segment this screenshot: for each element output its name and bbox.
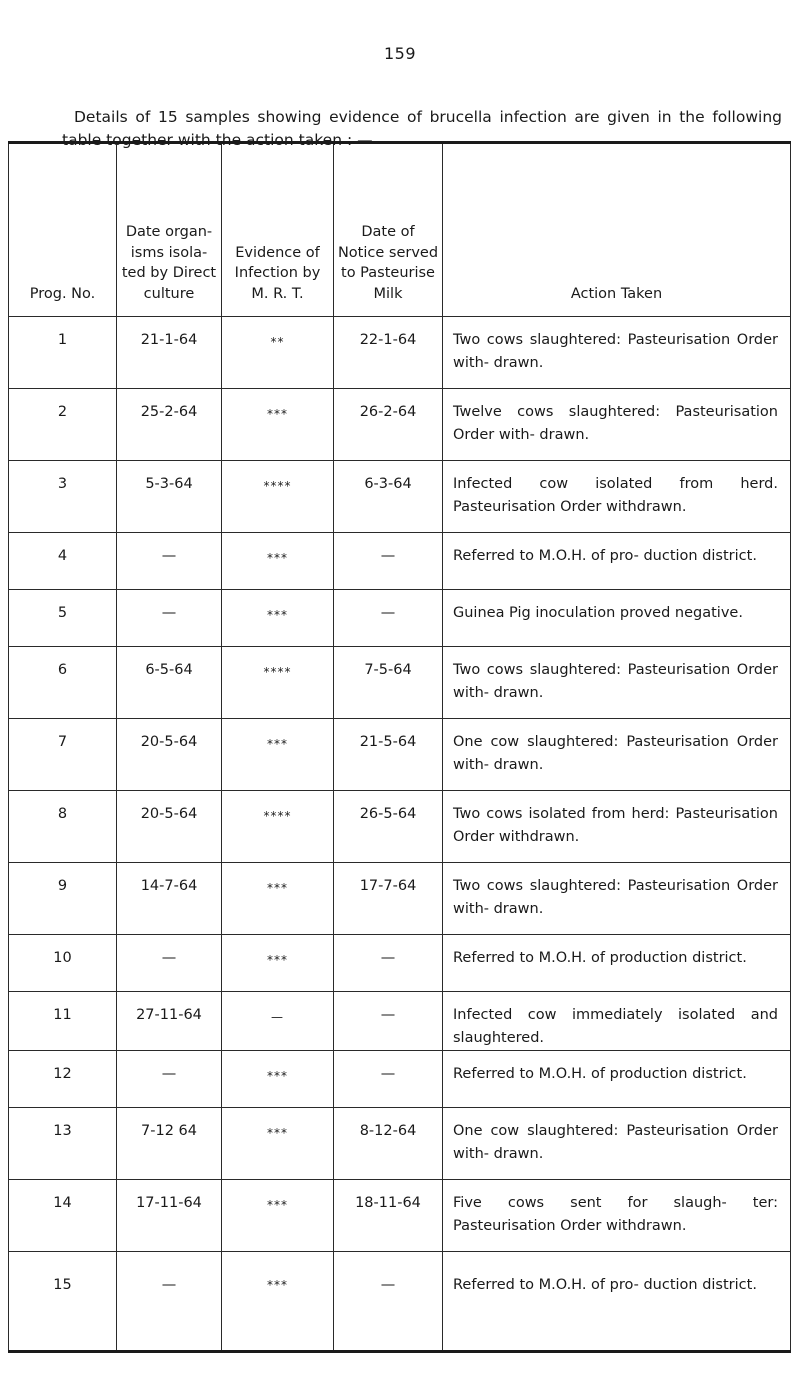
table-row [9,791,791,863]
table-row [9,461,791,533]
cell-date: — [117,1252,222,1352]
cell-action: Two cows slaughtered: Pasteurisation Order with- drawn. [443,863,791,935]
cell-date: 21-1-64 [117,317,222,389]
cell-action: Guinea Pig inoculation proved negative. [443,590,791,647]
table-row [9,1180,791,1252]
cell-prog: 12 [9,1051,117,1108]
cell-action: Two cows slaughtered: Pasteurisation Order with- drawn. [443,647,791,719]
cell-prog: 6 [9,647,117,719]
cell-evidence: *** [222,935,334,992]
cell-evidence: *** [222,863,334,935]
cell-evidence: *** [222,533,334,590]
cell-evidence: *** [222,1108,334,1180]
cell-prog: 2 [9,389,117,461]
table-header-row [9,143,791,317]
cell-date: 27-11-64 [117,992,222,1051]
cell-date: 7-12 64 [117,1108,222,1180]
cell-prog: 4 [9,533,117,590]
cell-evidence: ** [222,317,334,389]
header-notice-date: Date of Notice served to Pasteurise Milk [334,143,443,317]
cell-prog: 7 [9,719,117,791]
cell-notice: 8-12-64 [334,1108,443,1180]
cell-action: Referred to M.O.H. of pro- duction district. [443,1252,791,1352]
cell-action: One cow slaughtered: Pasteurisation Order with- drawn. [443,719,791,791]
cell-notice: 18-11-64 [334,1180,443,1252]
cell-notice: 6-3-64 [334,461,443,533]
cell-notice: — [334,1051,443,1108]
cell-action: Five cows sent for slaugh- ter: Pasteurisation Order withdrawn. [443,1180,791,1252]
cell-action: Referred to M.O.H. of pro- duction district. [443,533,791,590]
cell-prog: 8 [9,791,117,863]
cell-prog: 5 [9,590,117,647]
cell-date: 14-7-64 [117,863,222,935]
cell-date: 5-3-64 [117,461,222,533]
cell-action: Infected cow immediately isolated and slaughtered. [443,992,791,1051]
cell-evidence: *** [222,719,334,791]
table-row [9,863,791,935]
header-action: Action Taken [443,143,791,317]
cell-notice: 22-1-64 [334,317,443,389]
cell-date: 25-2-64 [117,389,222,461]
cell-action: Infected cow isolated from herd. Pasteurisation Order withdrawn. [443,461,791,533]
cell-notice: — [334,590,443,647]
cell-date: — [117,935,222,992]
intro-paragraph: Details of 15 samples showing evidence of brucella infection are given in the following table together with the action taken : — [62,107,782,149]
cell-date: — [117,1051,222,1108]
header-prog-no: Prog. No. [9,143,117,317]
cell-action: Two cows isolated from herd: Pasteurisation Order withdrawn. [443,791,791,863]
header-evidence: Evidence of Infection by M. R. T. [222,143,334,317]
cell-action: Referred to M.O.H. of production district. [443,1051,791,1108]
brucella-samples-table [8,141,791,1353]
page-number: 159 [383,44,417,63]
cell-evidence: *** [222,389,334,461]
cell-date: 17-11-64 [117,1180,222,1252]
table-row [9,992,791,1051]
cell-notice: 26-2-64 [334,389,443,461]
table-row [9,1108,791,1180]
cell-prog: 10 [9,935,117,992]
cell-evidence: *** [222,1051,334,1108]
cell-action: Twelve cows slaughtered: Pasteurisation Order with- drawn. [443,389,791,461]
cell-notice: 26-5-64 [334,791,443,863]
cell-evidence: **** [222,461,334,533]
cell-action: One cow slaughtered: Pasteurisation Order with- drawn. [443,1108,791,1180]
cell-notice: — [334,992,443,1051]
cell-notice: — [334,1252,443,1352]
cell-notice: 21-5-64 [334,719,443,791]
table-row [9,533,791,590]
table-row [9,590,791,647]
table-row [9,389,791,461]
cell-prog: 1 [9,317,117,389]
cell-notice: 7-5-64 [334,647,443,719]
cell-action: Referred to M.O.H. of production district. [443,935,791,992]
cell-date: — [117,590,222,647]
cell-action: Two cows slaughtered: Pasteurisation Order with- drawn. [443,317,791,389]
cell-evidence: *** [222,1180,334,1252]
cell-notice: — [334,533,443,590]
cell-prog: 11 [9,992,117,1051]
table-row [9,317,791,389]
cell-evidence: **** [222,647,334,719]
cell-evidence: **** [222,791,334,863]
header-date-isolated: Date organ- isms isola- ted by Direct culture [117,143,222,317]
cell-prog: 9 [9,863,117,935]
table-row [9,1252,791,1352]
cell-date: 20-5-64 [117,791,222,863]
cell-prog: 15 [9,1252,117,1352]
cell-prog: 14 [9,1180,117,1252]
table-row [9,935,791,992]
cell-evidence: *** [222,590,334,647]
cell-prog: 13 [9,1108,117,1180]
cell-prog: 3 [9,461,117,533]
cell-evidence: — [222,992,334,1051]
cell-date: — [117,533,222,590]
cell-date: 6-5-64 [117,647,222,719]
table-row [9,647,791,719]
table-row [9,719,791,791]
table-row [9,1051,791,1108]
cell-evidence: *** [222,1252,334,1352]
cell-notice: — [334,935,443,992]
cell-notice: 17-7-64 [334,863,443,935]
cell-date: 20-5-64 [117,719,222,791]
